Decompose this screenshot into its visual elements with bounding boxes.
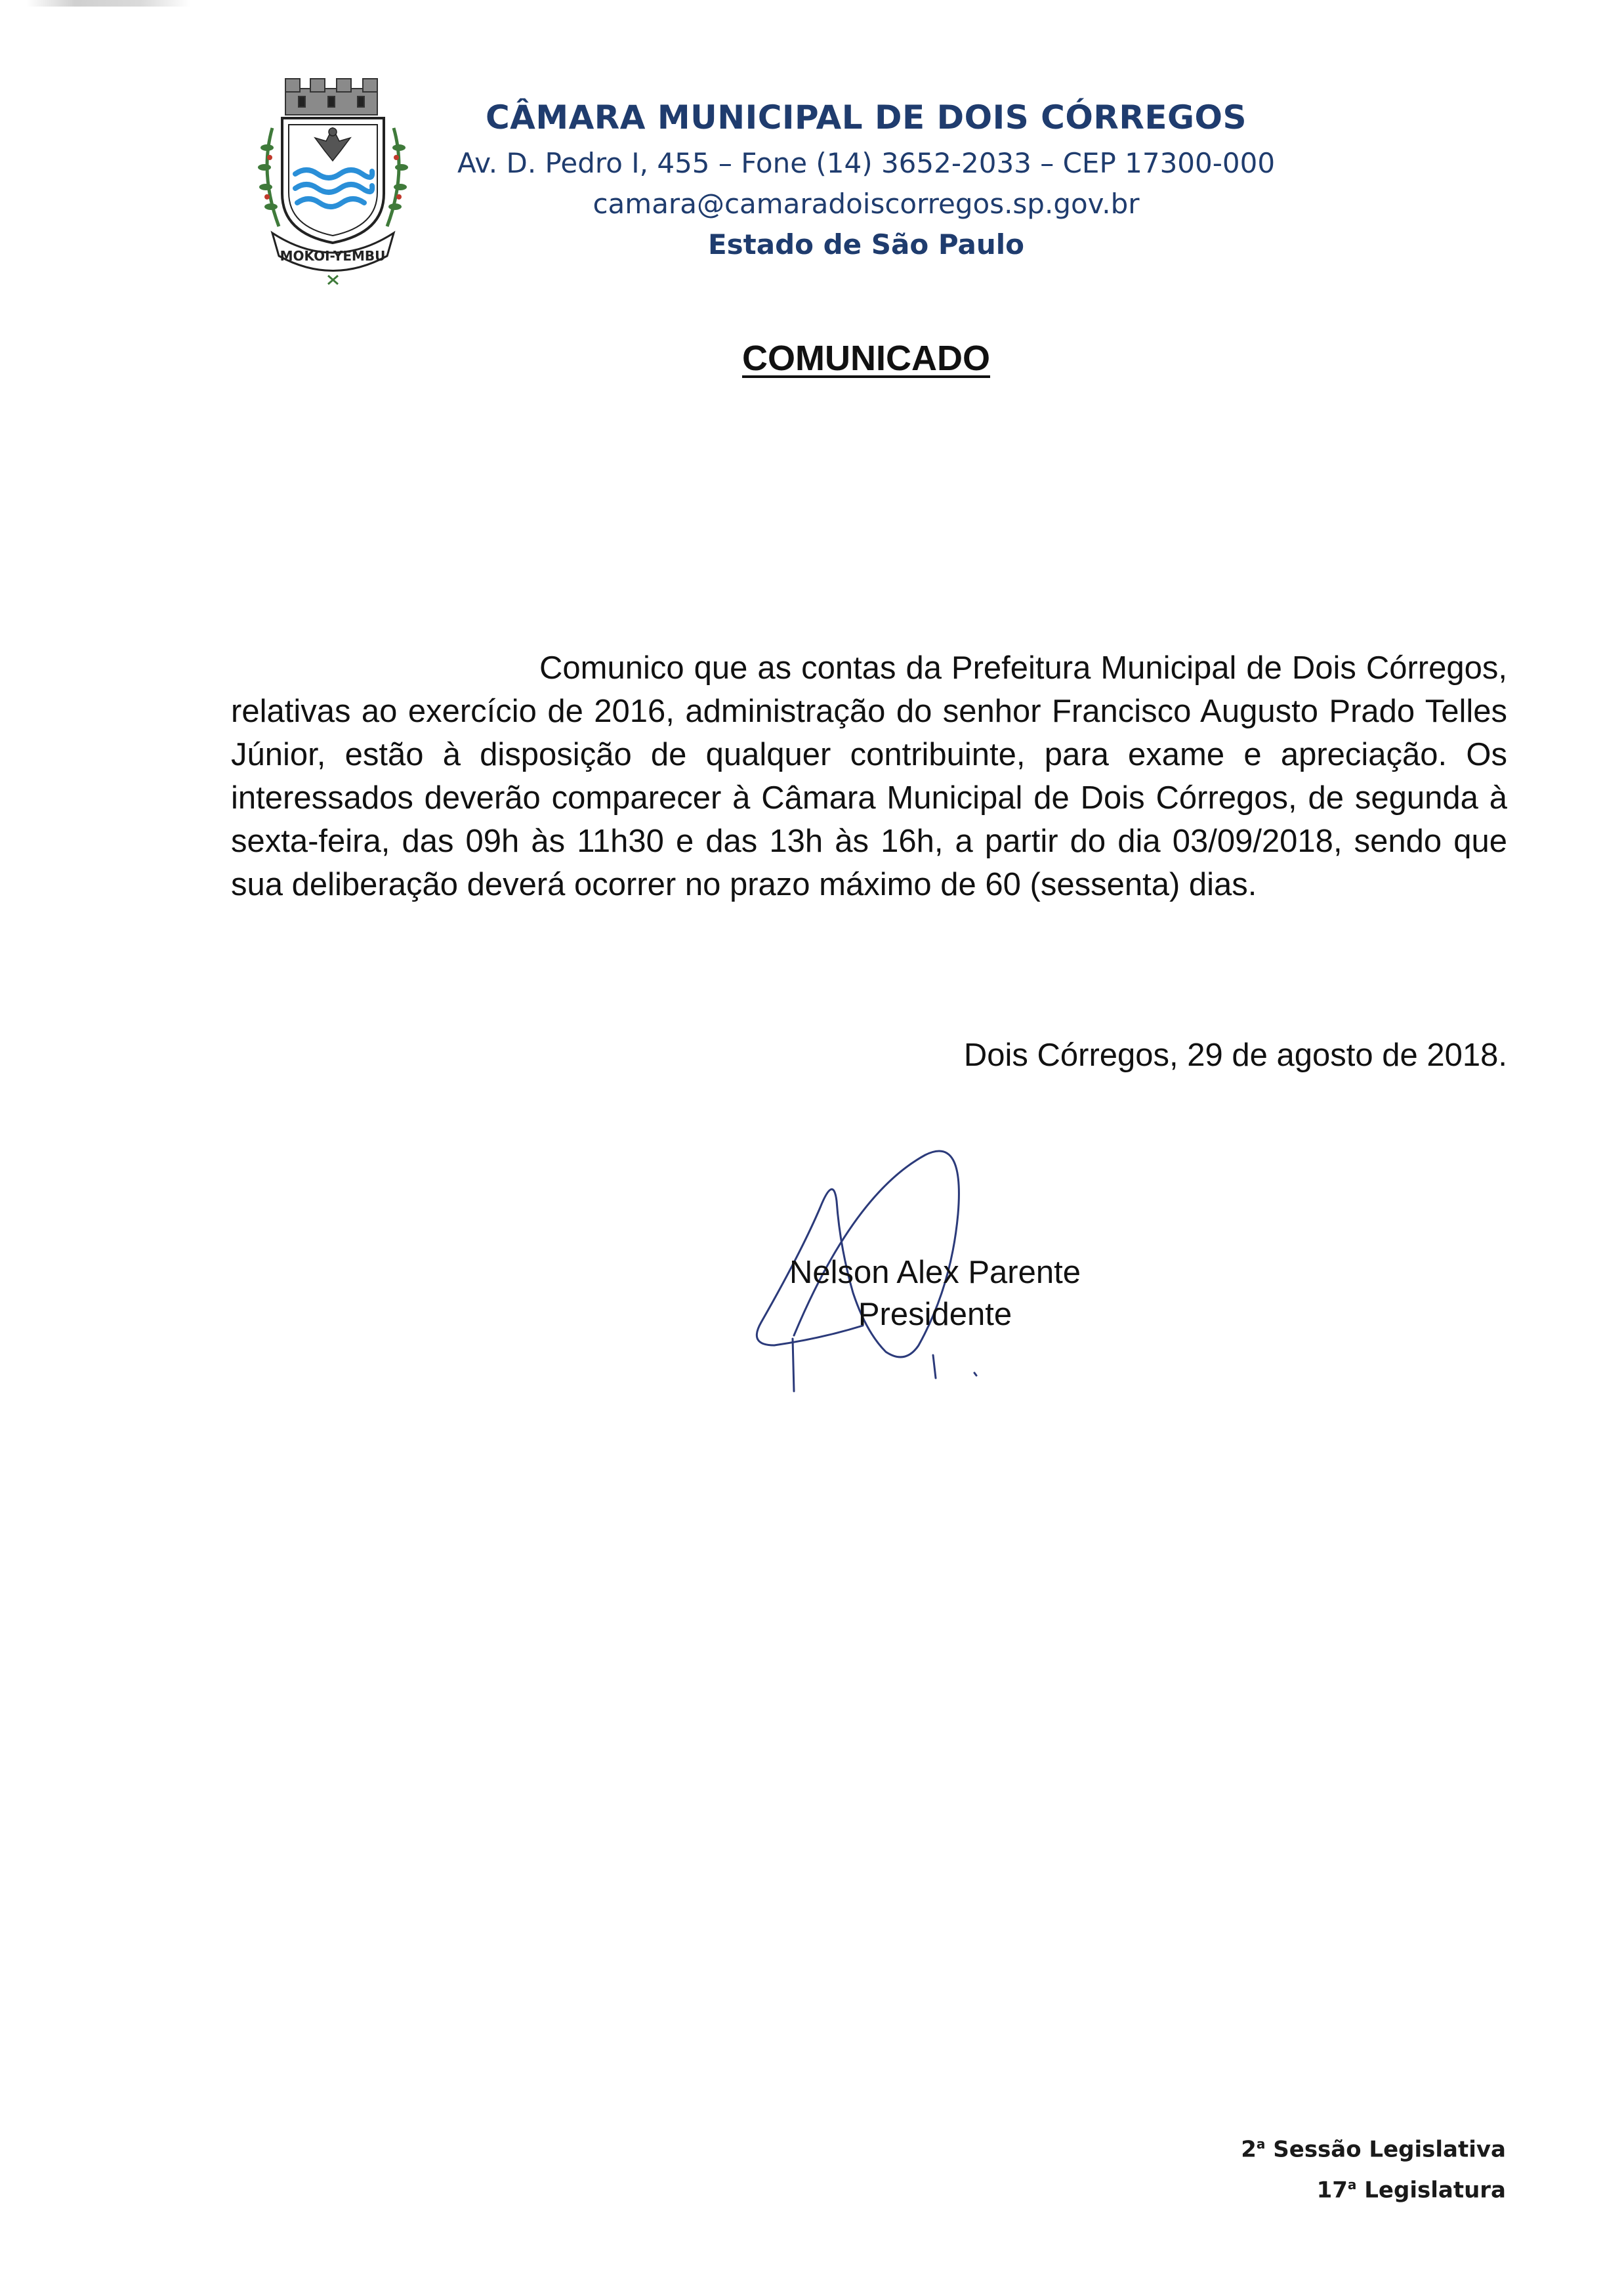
organization-email: camara@camaradoiscorregos.sp.gov.br [593, 188, 1140, 220]
signer-block [656, 1251, 1214, 1335]
legislature-ordinal: a [1347, 2177, 1357, 2193]
date-line: Dois Córregos, 29 de agosto de 2018. [963, 1038, 1507, 1073]
session-ordinal: a [1256, 2136, 1266, 2152]
signer-name: Nelson Alex Parente [789, 1255, 1081, 1290]
organization-address: Av. D. Pedro I, 455 – Fone (14) 3652-2033 – CEP 17300-000 [457, 147, 1276, 179]
footer-legislature [1241, 2167, 1506, 2208]
letterhead [420, 92, 1312, 265]
organization-name: CÂMARA MUNICIPAL DE DOIS CÓRREGOS [485, 98, 1247, 136]
scan-artifact [26, 0, 190, 7]
crest-crown [285, 79, 377, 115]
footer-legislature-info [1241, 2126, 1506, 2208]
signer-role: Presidente [858, 1297, 1012, 1332]
organization-state: Estado de São Paulo [707, 228, 1025, 261]
crest-motto: MOKOI-YEMBU [280, 248, 386, 264]
document-title: COMUNICADO [742, 339, 990, 378]
session-label: Sessão Legislativa [1273, 2136, 1506, 2163]
legislature-number: 17 [1316, 2177, 1348, 2204]
body-paragraph: Comunico que as contas da Prefeitura Municipal de Dois Córregos, relativas ao exercício de 2016, administração do senhor Francisco Augusto Prado Telles Júnior, estão à disposição de qualquer contribuinte, para exame e apreciação. Os interessados deverão comparecer à Câmara Municipal de Dois Córregos, de segunda à sexta-feira, das 09h às 11h30 e das 13h às 16h, a partir do dia 03/09/2018, sendo que sua deliberação deverá ocorrer no prazo máximo de 60 (sessenta) dias. [231, 650, 1507, 902]
municipal-crest-logo [253, 75, 413, 285]
footer-session [1241, 2126, 1506, 2167]
session-number: 2 [1241, 2136, 1257, 2163]
legislature-label: Legislatura [1364, 2177, 1506, 2204]
